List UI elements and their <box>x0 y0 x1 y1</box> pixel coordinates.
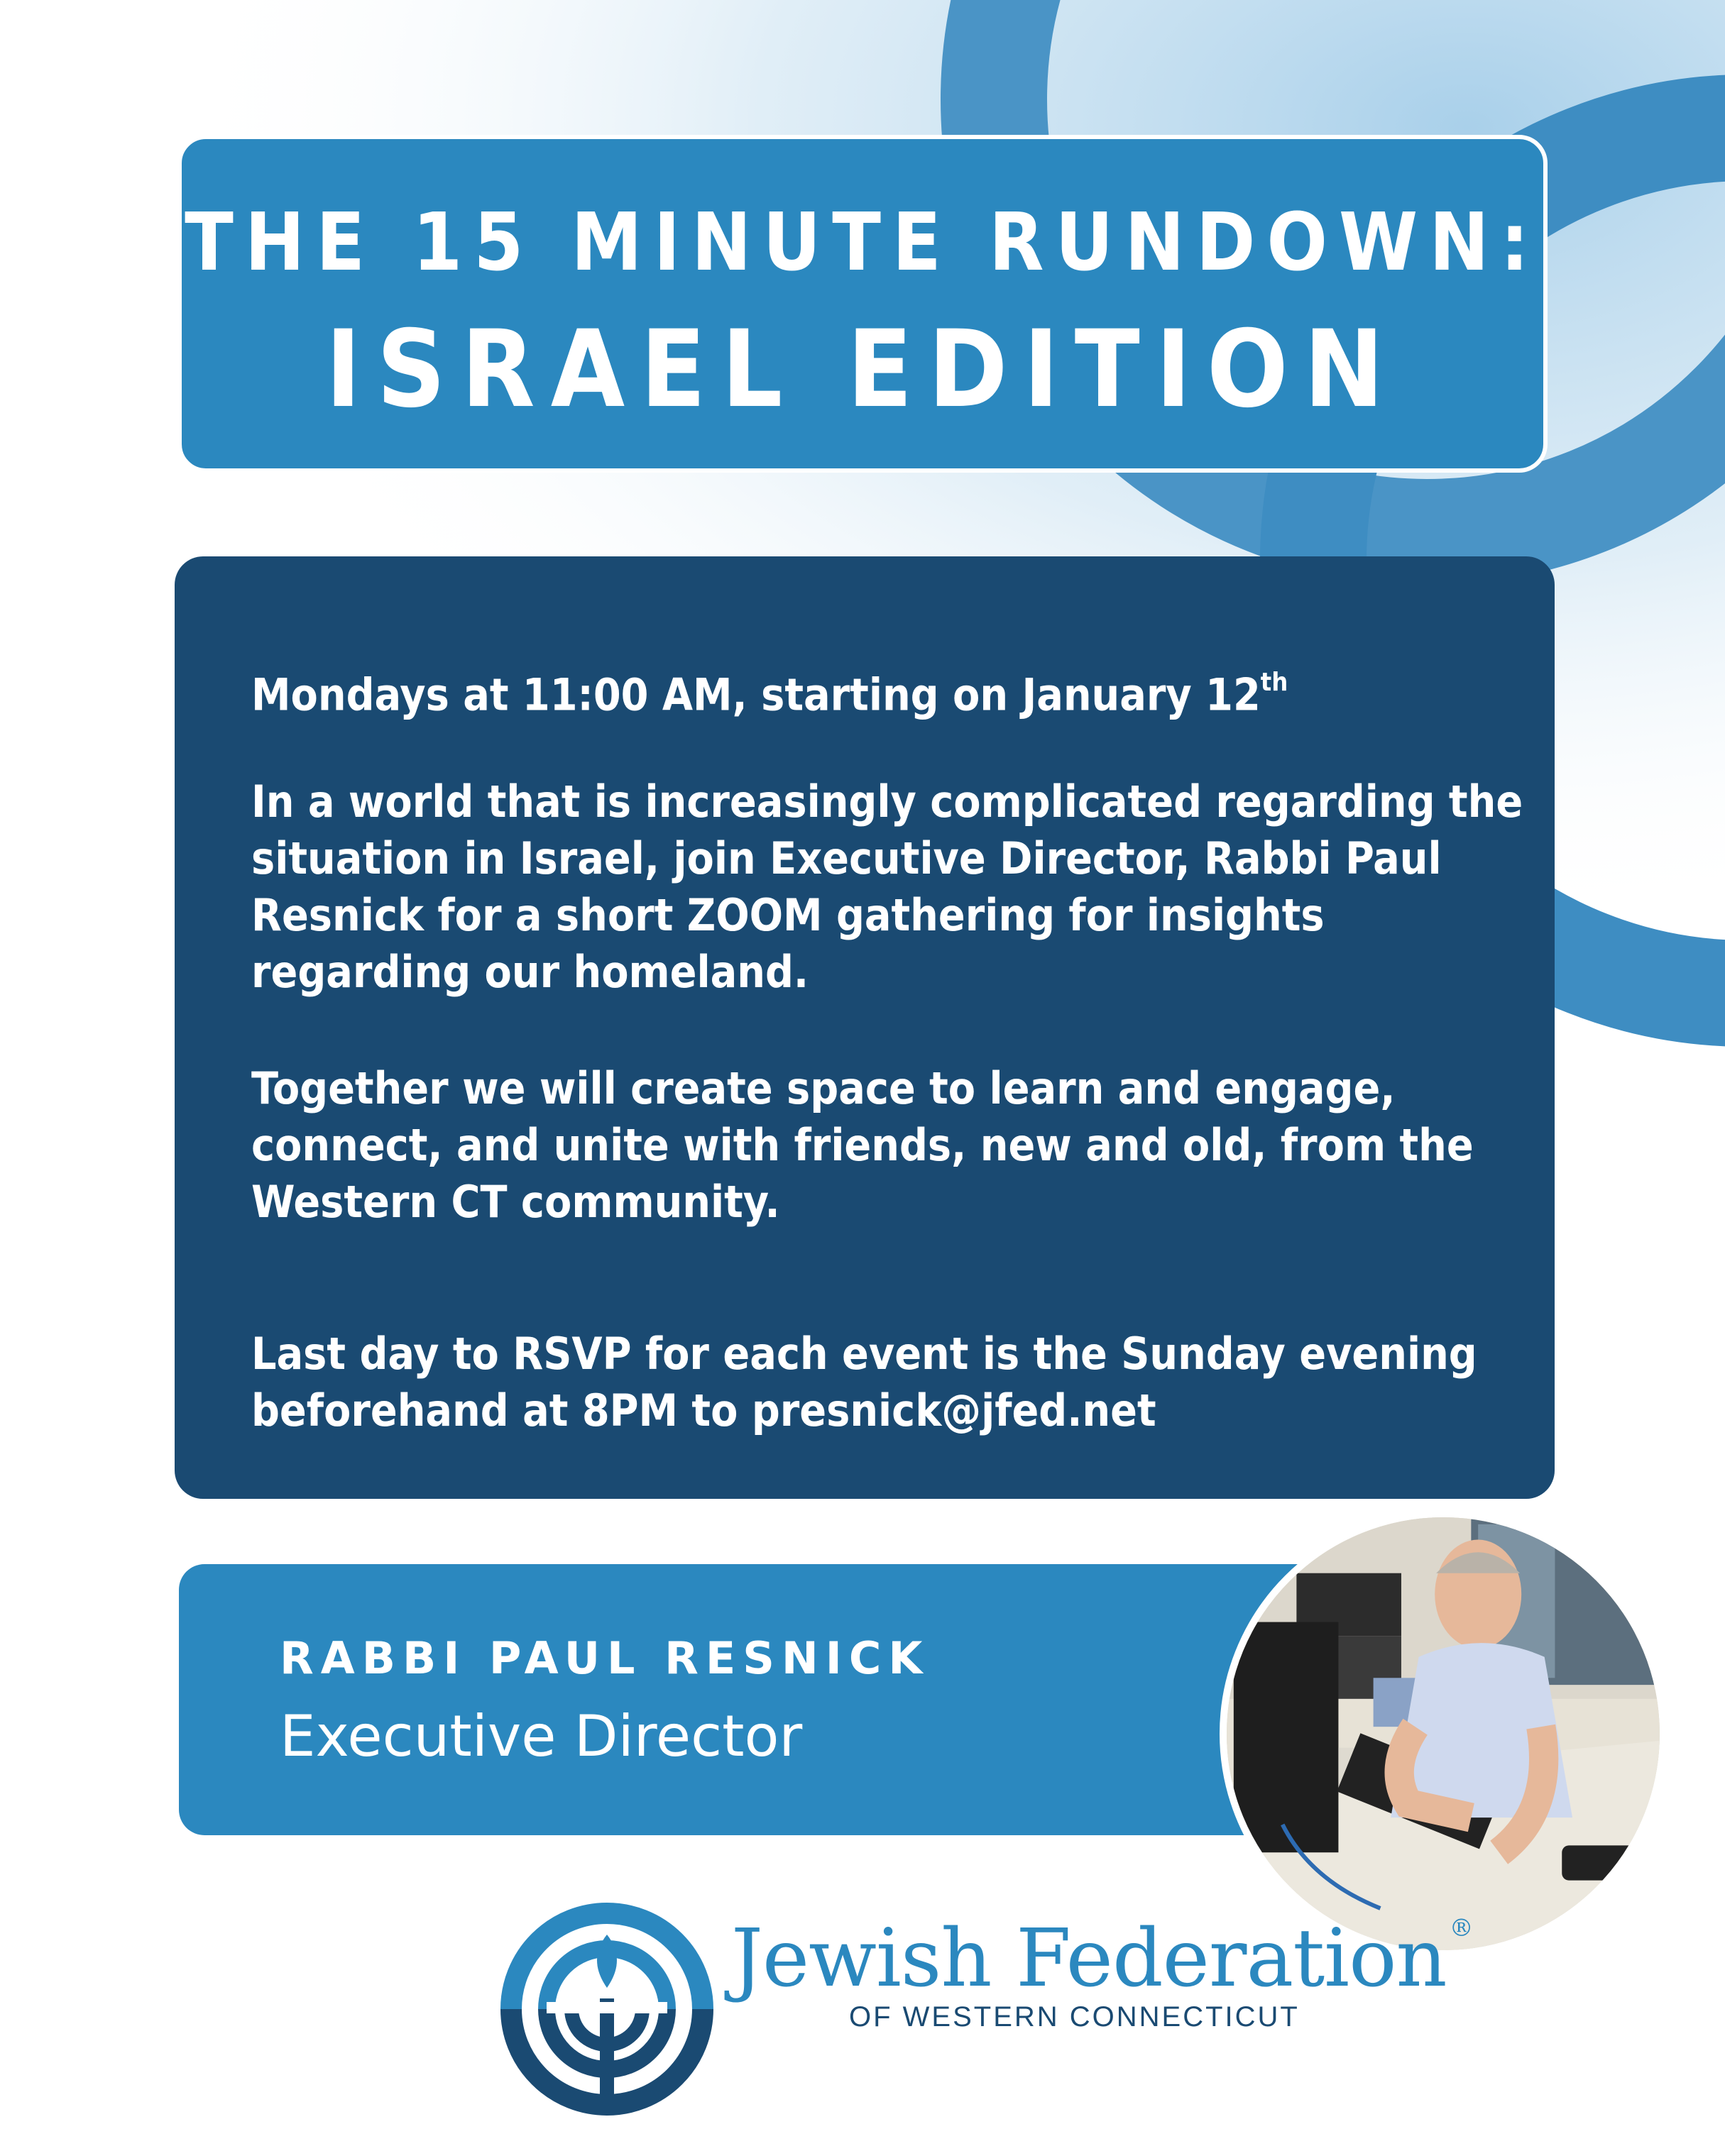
schedule-text: Mondays at 11:00 AM, starting on January 12th <box>251 668 1288 721</box>
registered-mark: ® <box>1449 1914 1473 1942</box>
rsvp-text: Last day to RSVP for each event is the Sunday evening beforehand at 8PM to presnick@jfed.net <box>251 1328 1477 1436</box>
description-text: In a world that is increasingly complicated regarding the situation in Israel, join Executive Director, Rabbi Paul Resnick for a short ZOOM gathering for insights regarding our homeland. <box>251 776 1523 998</box>
speaker-photo-illustration <box>1227 1517 1660 1950</box>
menorah-arch-icon <box>497 1885 717 2119</box>
speaker-role: Executive Director <box>280 1703 803 1769</box>
speaker-banner <box>179 1564 1322 1835</box>
speaker-name: RABBI PAUL RESNICK <box>280 1632 930 1684</box>
event-details-panel <box>175 556 1555 1499</box>
speaker-photo <box>1220 1510 1667 1957</box>
organization-name: Jewish Federation ® <box>731 1913 1473 2005</box>
title-banner <box>177 135 1548 473</box>
organization-subtitle: OF WESTERN CONNECTICUT <box>849 2001 1300 2033</box>
title-line-2: ISRAEL EDITION <box>325 308 1400 431</box>
together-text: Together we will create space to learn and engage, connect, and unite with friends, new and old, from the Western CT community. <box>251 1062 1474 1228</box>
title-line-1: THE 15 MINUTE RUNDOWN: <box>185 197 1540 289</box>
